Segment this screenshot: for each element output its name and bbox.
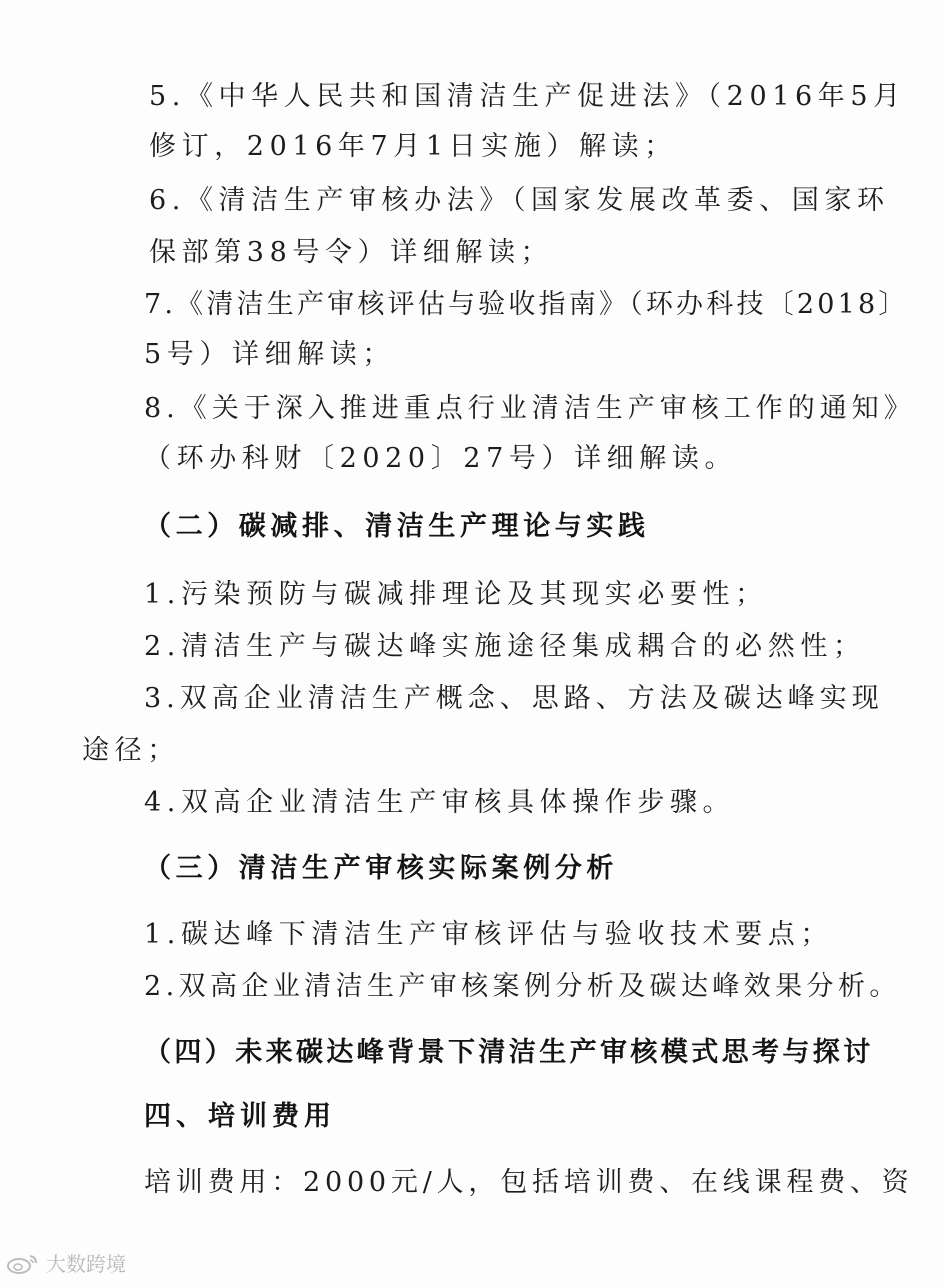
list-item-continuation: 保部第38号令）详细解读； xyxy=(149,237,554,268)
list-item: 5.《中华人民共和国清洁生产促进法》（2016年5月 xyxy=(149,81,906,112)
list-item-continuation: 5号）详细解读； xyxy=(144,339,395,370)
list-item: 7.《清洁生产审核评估与验收指南》（环办科技〔2018〕 xyxy=(144,289,909,320)
section-heading: （四）未来碳达峰背景下清洁生产审核模式思考与探讨 xyxy=(144,1037,874,1068)
section-heading: （三）清洁生产审核实际案例分析 xyxy=(144,853,618,884)
list-item-continuation: 途径； xyxy=(82,735,180,766)
list-item: 3.双高企业清洁生产概念、思路、方法及碳达峰实现 xyxy=(144,683,884,714)
list-item: 1.碳达峰下清洁生产审核评估与验收技术要点； xyxy=(144,919,833,950)
list-item-continuation: 修订，2016年7月1日实施）解读； xyxy=(149,131,677,162)
list-item: 8.《关于深入推进重点行业清洁生产审核工作的通知》 xyxy=(144,393,916,424)
list-item: 6.《清洁生产审核办法》（国家发展改革委、国家环 xyxy=(149,185,890,216)
list-item: 2.清洁生产与碳达峰实施途径集成耦合的必然性； xyxy=(144,631,866,662)
list-item: 1.污染预防与碳减排理论及其现实必要性； xyxy=(144,579,768,610)
list-item: 4.双高企业清洁生产审核具体操作步骤。 xyxy=(144,787,736,818)
watermark-text: 大数跨境 xyxy=(46,1252,126,1276)
watermark xyxy=(6,1248,126,1277)
part-heading: 四、培训费用 xyxy=(144,1101,336,1132)
list-item-continuation: （环办科财〔2020〕27号）详细解读。 xyxy=(144,443,738,474)
weibo-icon xyxy=(6,1252,40,1274)
paragraph-text: 培训费用：2000元/人，包括培训费、在线课程费、资 xyxy=(144,1167,914,1198)
section-heading: （二）碳减排、清洁生产理论与实践 xyxy=(144,511,650,542)
list-item: 2.双高企业清洁生产审核案例分析及碳达峰效果分析。 xyxy=(144,971,901,1002)
